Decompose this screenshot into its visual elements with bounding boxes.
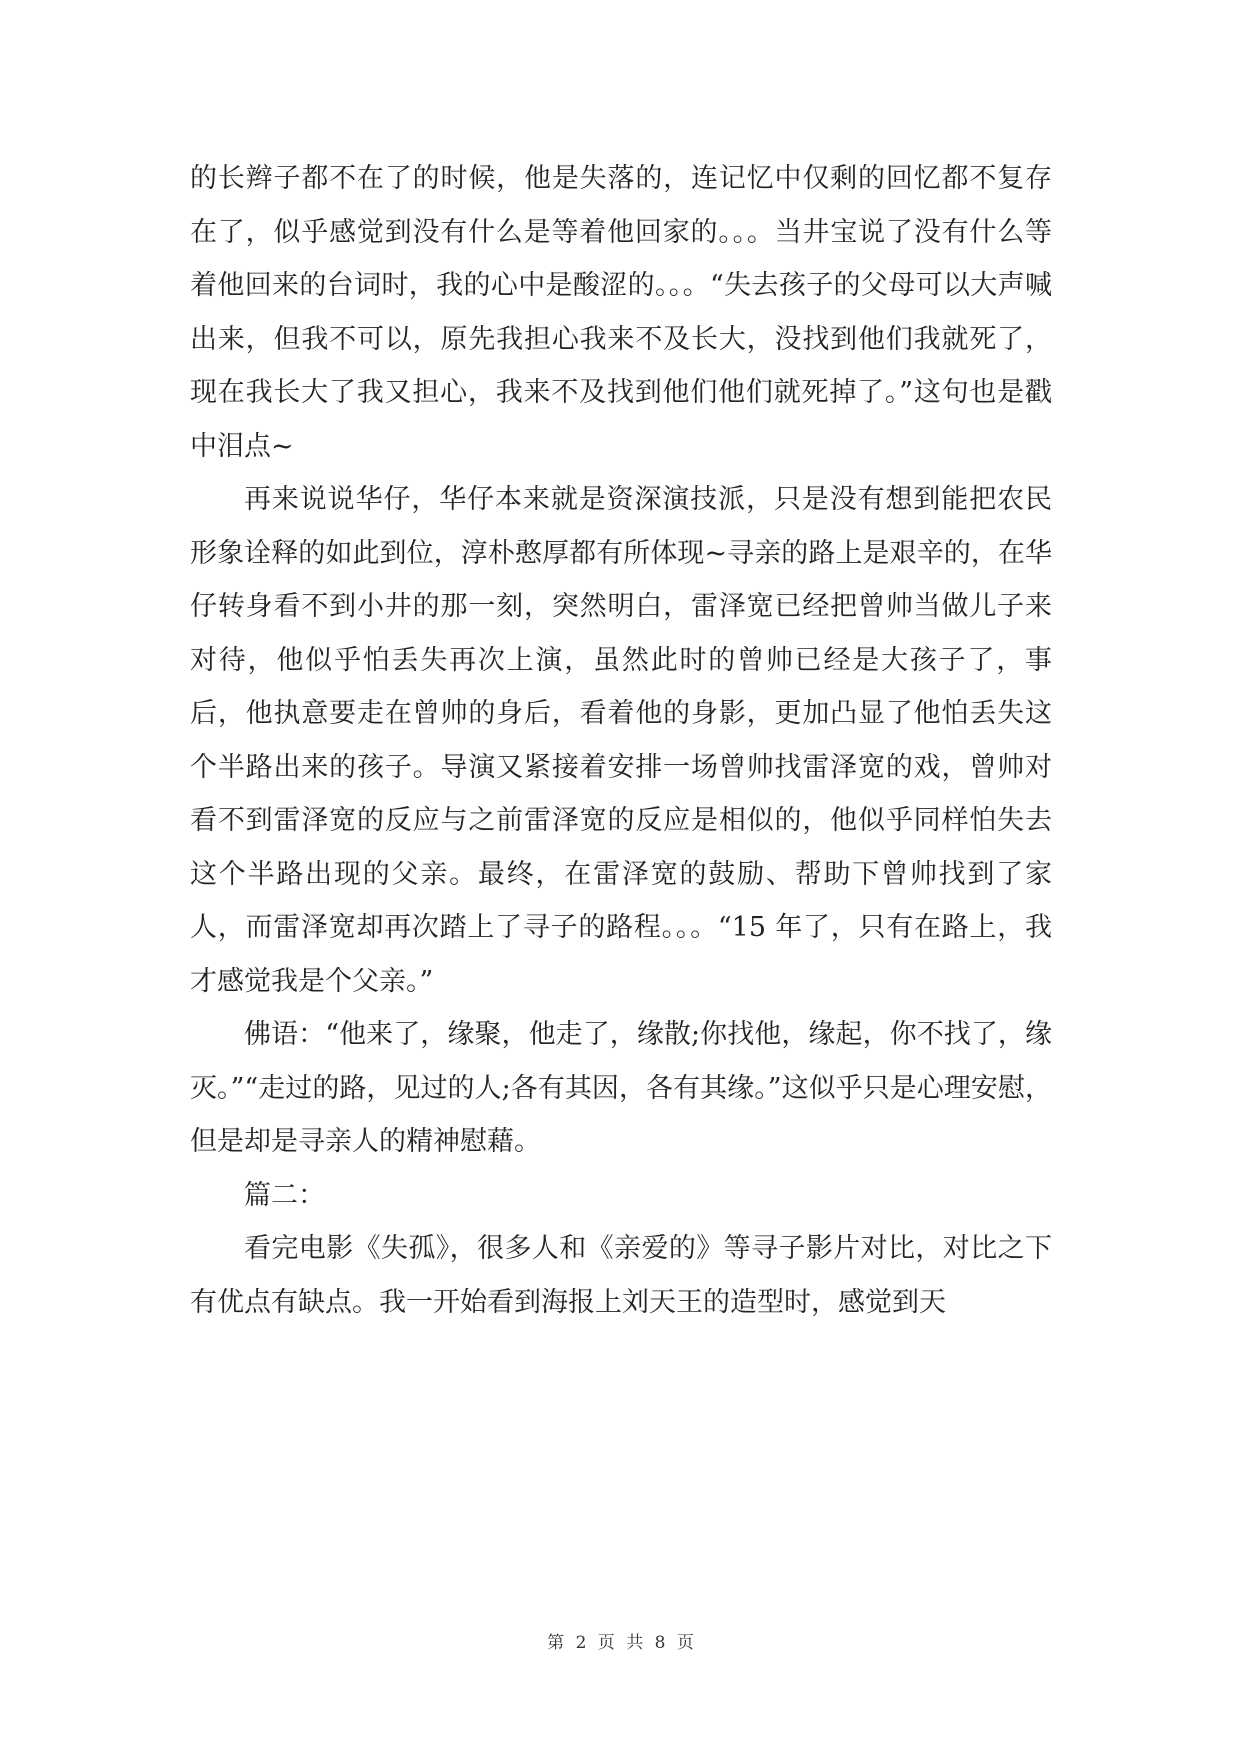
- section-heading-part-two: 篇二：: [244, 1179, 325, 1211]
- paragraph-buddhist-quote: 佛语：“他来了，缘聚，他走了，缘散;你找他，缘起，你不找了，缘灭。”“走过的路，见过的人;各有其因，各有其缘。”这似乎只是心理安慰，但是却是寻亲人的精神慰藉。: [190, 1019, 1052, 1157]
- paragraph-part-two-intro: 看完电影《失孤》，很多人和《亲爱的》等寻子影片对比，对比之下有优点有缺点。我一开始看到海报上刘天王的造型时，感觉到天: [190, 1233, 1052, 1318]
- paragraph-huazai: 再来说说华仔，华仔本来就是资深演技派，只是没有想到能把农民形象诠释的如此到位，淳朴憨厚都有所体现~寻亲的路上是艰辛的，在华仔转身看不到小井的那一刻，突然明白，雷泽宽已经把曾帅当做儿子来对待，他似乎怕丢失再次上演，虽然此时的曾帅已经是大孩子了，事后，他执意要走在曾帅的身后，看着他的身影，更加凸显了他怕丢失这个半路出来的孩子。导演又紧接着安排一场曾帅找雷泽宽的戏，曾帅对看不到雷泽宽的反应与之前雷泽宽的反应是相似的，他似乎同样怕失去这个半路出现的父亲。最终，在雷泽宽的鼓励、帮助下曾帅找到了家人，而雷泽宽却再次踏上了寻子的路程。。。“15 年了，只有在路上，我才感觉我是个父亲。”: [190, 484, 1052, 997]
- body-text: [190, 152, 1052, 1329]
- page-number-footer: 第 2 页 共 8 页: [547, 1633, 694, 1653]
- paragraph-continued: 的长辫子都不在了的时候，他是失落的，连记忆中仅剩的回忆都不复存在了，似乎感觉到没有什么是等着他回家的。。。当井宝说了没有什么等着他回来的台词时，我的心中是酸涩的。。。“失去孩子的父母可以大声喊出来，但我不可以，原先我担心我来不及长大，没找到他们我就死了，现在我长大了我又担心，我来不及找到他们他们就死掉了。”这句也是戳中泪点~: [190, 163, 1052, 462]
